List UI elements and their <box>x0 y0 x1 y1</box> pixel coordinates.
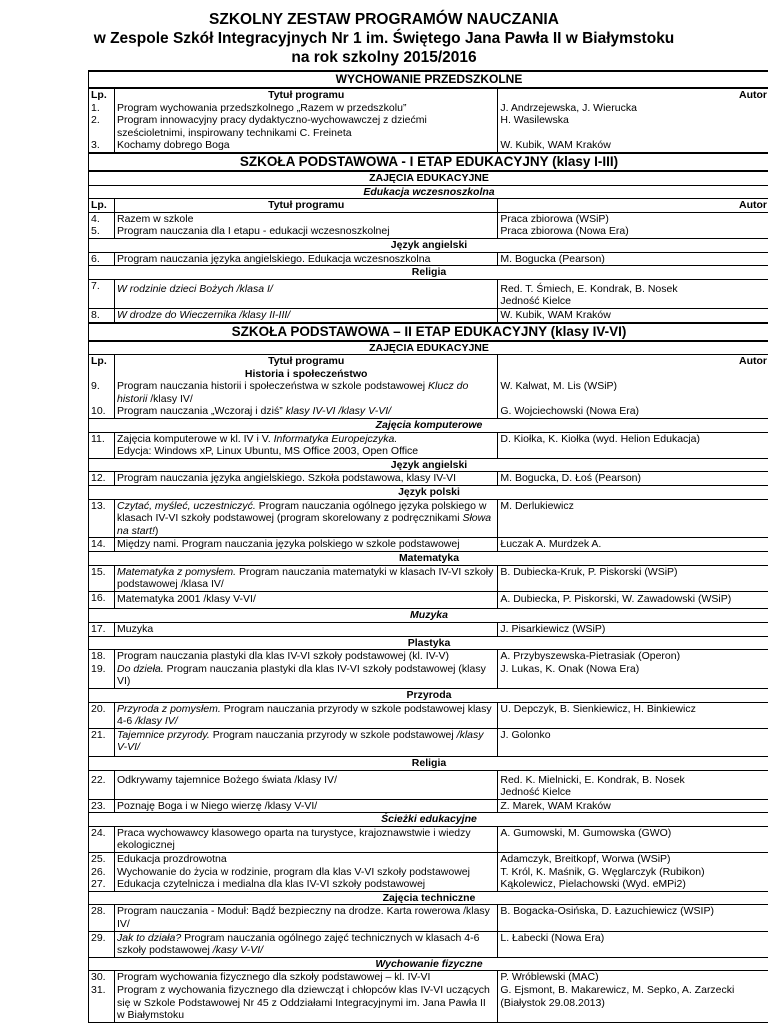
author-header: Autor <box>498 88 768 102</box>
subheader-zajecia: ZAJĘCIA EDUKACYJNE <box>89 341 768 355</box>
table-row: 27. Edukacja czytelnicza i medialna dla klas IV-VI szkoły podstawowej Kąkolewicz, Pielachowski (Wyd. eMPi2) <box>89 878 768 891</box>
author-header: Autor <box>498 355 768 368</box>
subject-matematyka: Matematyka <box>89 552 768 566</box>
section-preschool: WYCHOWANIE PRZEDSZKOLNE <box>89 71 768 88</box>
table-row: 21. Tajemnice przyrody. Program nauczania przyrody w szkole podstawowej /klasy V-VI/ J. Golonko <box>89 728 768 756</box>
author-header: Autor <box>498 199 768 213</box>
table-row: 12. Program nauczania języka angielskiego. Szkoła podstawowa, klasy IV-VI M. Bogucka, D. Łoś (Pearson) <box>89 472 768 486</box>
lp-header: Lp. <box>89 355 115 368</box>
lp-header: Lp. <box>89 88 115 102</box>
table-row: 10. Program nauczania „Wczoraj i dziś” klasy IV-VI /klasy V-VI/ G. Wojciechowski (Nowa Era) <box>89 405 768 418</box>
subject-komputerowe: Zajęcia komputerowe <box>89 419 768 433</box>
table-row: 22. Odkrywamy tajemnice Bożego świata /klasy IV/ Red. K. Mielnicki, E. Kondrak, B. Nosek Jedność Kielce <box>89 770 768 799</box>
subject-polski: Język polski <box>89 486 768 500</box>
document-title: SZKOLNY ZESTAW PROGRAMÓW NAUCZANIA <box>0 10 768 29</box>
table-row: 14. Między nami. Program nauczania języka polskiego w szkole podstawowej Łuczak A. Murdzek A. <box>89 538 768 552</box>
subject-wf: Wychowanie fizyczne <box>89 957 768 971</box>
table-row: 28. Program nauczania - Moduł: Bądź bezpieczny na drodze. Karta rowerowa /klasy IV/ B. Bogacka-Osińska, D. Łazuchiewicz (WSIP) <box>89 905 768 931</box>
school-year: na rok szkolny 2015/2016 <box>0 48 768 67</box>
table-row: 7. W rodzinie dzieci Bożych /klasa I/ Red. T. Śmiech, E. Kondrak, B. Nosek Jedność Kielce <box>89 279 768 308</box>
subject-przyroda: Przyroda <box>89 688 768 702</box>
table-row: 31. Program z wychowania fizycznego dla dziewcząt i chłopców klas IV-VI uczących się w Szkole Podstawowej Nr 45 z Oddziałami Integracyjnymi im. Jana Pawła II w Białymstoku G. Ejsmont, B. Makarewicz, M. Sepko, A. Zarzecki (Białystok 29.08.2013) <box>89 984 768 1022</box>
table-row: 11. Zajęcia komputerowe w kl. IV i V. Informatyka Europejczyka. Edycja: Windows xP, Linux Ubuntu, MS Office 2003, Open Office D. Kiołka, K. Kiołka (wyd. Helion Edukacja) <box>89 432 768 458</box>
subject-sciezki: Ścieżki edukacyjne <box>89 813 768 827</box>
table-row: 15. Matematyka z pomysłem. Program nauczania matematyki w klasach IV-VI szkoły podstawowej /klasa IV/ B. Dubiecka-Kruk, P. Piskorski (WSiP) <box>89 565 768 591</box>
table-row: 6. Program nauczania języka angielskiego. Edukacja wczesnoszkolna M. Bogucka (Pearson) <box>89 252 768 266</box>
table-row: 24. Praca wychowawcy klasowego oparta na turystyce, krajoznawstwie i wiedzy ekologicznej A. Gumowski, M. Gumowska (GWO) <box>89 826 768 852</box>
table-row: 20. Przyroda z pomysłem. Program nauczania przyrody w szkole podstawowej klasy 4-6 /klasy IV/ U. Depczyk, B. Sienkiewicz, H. Binkiewicz <box>89 702 768 728</box>
subject-angielski: Język angielski <box>89 458 768 472</box>
table-row: 9. Program nauczania historii i społeczeństwa w szkole podstawowej Klucz do historii /klasy IV/ W. Kalwat, M. Lis (WSiP) <box>89 380 768 405</box>
document-header <box>0 0 768 67</box>
subject-wczesnoszkolna: Edukacja wczesnoszkolna <box>89 185 768 199</box>
subject-muzyka: Muzyka <box>89 609 768 623</box>
table-row: 8. W drodze do Wieczernika /klasy II-III/ W. Kubik, WAM Kraków <box>89 308 768 322</box>
table-row: 25. Edukacja prozdrowotna Adamczyk, Breitkopf, Worwa (WSiP) <box>89 853 768 866</box>
subject-techniczne: Zajęcia techniczne <box>89 891 768 905</box>
table-row: 18. Program nauczania plastyki dla klas IV-VI szkoły podstawowej (kl. IV-V) A. Przybyszewska-Pietrasiak (Operon) <box>89 650 768 663</box>
table-row: 19. Do dzieła. Program nauczania plastyki dla klas IV-VI szkoły podstawowej (klasy VI) J. Lukas, K. Onak (Nowa Era) <box>89 663 768 689</box>
table-row: 17. Muzyka J. Pisarkiewicz (WSiP) <box>89 622 768 636</box>
title-header: Tytuł programu <box>114 88 497 102</box>
table-row: 23. Poznaję Boga i w Niego wierzę /klasy V-VI/ Z. Marek, WAM Kraków <box>89 799 768 813</box>
subject-religia: Religia <box>89 756 768 770</box>
subheader-zajecia: ZAJĘCIA EDUKACYJNE <box>89 171 768 185</box>
section-stage-1: SZKOŁA PODSTAWOWA - I ETAP EDUKACYJNY (klasy I-III) <box>89 153 768 171</box>
school-name: w Zespole Szkół Integracyjnych Nr 1 im. Świętego Jana Pawła II w Białymstoku <box>0 29 768 48</box>
table-row: 30. Program wychowania fizycznego dla szkoły podstawowej – kl. IV-VI P. Wróblewski (MAC) <box>89 971 768 984</box>
subject-religia: Religia <box>89 266 768 280</box>
table-row: 16. Matematyka 2001 /klasy V-VI/ A. Dubiecka, P. Piskorski, W. Zawadowski (WSiP) <box>89 591 768 609</box>
table-row: 26. Wychowanie do życia w rodzinie, program dla klas V-VI szkoły podstawowej T. Król, K. Maśnik, G. Węglarczyk (Rubikon) <box>89 866 768 879</box>
subject-historia: Historia i społeczeństwo <box>114 368 497 381</box>
subject-plastyka: Plastyka <box>89 636 768 650</box>
title-header: Tytuł programu <box>114 355 497 368</box>
table-row: 4. Razem w szkole Praca zbiorowa (WSiP) <box>89 212 768 225</box>
subject-angielski: Język angielski <box>89 238 768 252</box>
table-row: 13. Czytać, myśleć, uczestniczyć. Program nauczania ogólnego języka polskiego w klasach IV-VI szkoły podstawowej (program skorelowany z podręcznikami Słowa na start!) M. Derlukiewicz <box>89 499 768 538</box>
lp-header: Lp. <box>89 199 115 213</box>
table-row: 3. Kochamy dobrego Boga W. Kubik, WAM Kraków <box>89 139 768 153</box>
section-stage-2: SZKOŁA PODSTAWOWA – II ETAP EDUKACYJNY (klasy IV-VI) <box>89 323 768 341</box>
program-table <box>88 70 768 1023</box>
title-header: Tytuł programu <box>114 199 497 213</box>
table-row: 29. Jak to działa? Program nauczania ogólnego zajęć technicznych w klasach 4-6 szkoły podstawowej /kasy V-VI/ L. Łabecki (Nowa Era) <box>89 931 768 957</box>
table-row: 5. Program nauczania dla I etapu - edukacji wczesnoszkolnej Praca zbiorowa (Nowa Era) <box>89 225 768 238</box>
table-row: 1. Program wychowania przedszkolnego „Razem w przedszkolu” J. Andrzejewska, J. Wierucka <box>89 102 768 115</box>
table-row: 2. Program innowacyjny pracy dydaktyczno-wychowawczej z dziećmi sześcioletnimi, inspirowany technikami C. Freineta H. Wasilewska <box>89 114 768 139</box>
